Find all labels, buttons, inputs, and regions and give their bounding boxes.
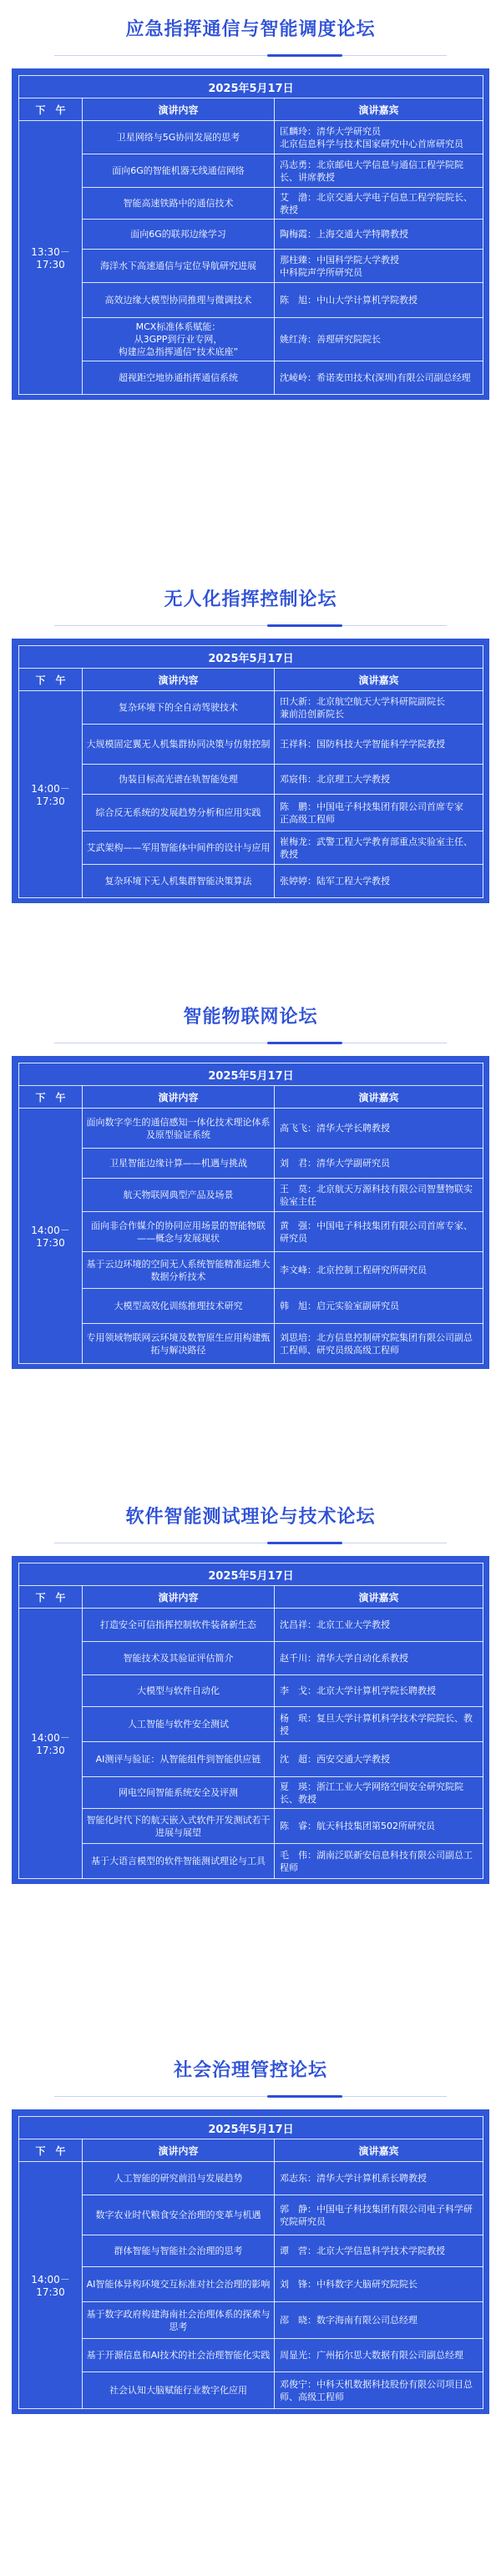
session-time: 14:00－17:30: [19, 1109, 83, 1364]
talk-topic: 智能高速铁路中的通信技术: [83, 188, 275, 220]
header-speaker: 演讲嘉宾: [275, 2139, 483, 2162]
header-topic: 演讲内容: [83, 1086, 275, 1109]
table-row: [19, 2302, 483, 2339]
forum-section: [0, 987, 501, 1356]
talk-topic: 面向非合作媒介的协同应用场景的智能物联——概念与发展现状: [83, 1212, 275, 1252]
talk-speaker: 沈崚岭：希诺麦田技术(深圳)有限公司副总经理: [275, 361, 483, 395]
talk-speaker: 刘 锋：中科数字大脑研究院院长: [275, 2267, 483, 2302]
table-row: [19, 220, 483, 250]
talk-topic: 复杂环境下无人机集群智能决策算法: [83, 865, 275, 898]
talk-topic: 面向数字孪生的通信感知一体化技术理论体系及原型验证系统: [83, 1109, 275, 1149]
talk-topic: 艾武架构——军用智能体中间件的设计与应用: [83, 831, 275, 865]
schedule-panel: [12, 1556, 489, 1884]
talk-topic: 大模型高效化训练推理技术研究: [83, 1289, 275, 1324]
talk-topic: AI测评与验证：从智能组件到智能供应链: [83, 1742, 275, 1777]
forum-title-wrap: [0, 2041, 501, 2097]
table-row: [19, 2372, 483, 2409]
forum-section: [0, 0, 501, 383]
talk-speaker: 崔梅龙：武警工程大学教育部重点实验室主任、教授: [275, 831, 483, 865]
forum-section: [0, 1488, 501, 1873]
session-date: 2025年5月17日: [19, 646, 483, 669]
talk-speaker: 邓志东：清华大学计算机系长聘教授: [275, 2162, 483, 2195]
talk-topic: 智能化时代下的航天嵌入式软件开发测试若干进展与展望: [83, 1809, 275, 1844]
header-speaker: 演讲嘉宾: [275, 1586, 483, 1609]
header-time: 下 午: [19, 669, 83, 691]
table-row: [19, 121, 483, 154]
forum-section: [0, 570, 501, 886]
table-row: [19, 1252, 483, 1289]
schedule-table: [18, 1063, 483, 1364]
talk-speaker: 黄 强：中国电子科技集团有限公司首席专家、研究员: [275, 1212, 483, 1252]
talk-speaker: 毛 伟：湖南泛联新安信息科技有限公司副总工程师: [275, 1844, 483, 1879]
table-row: [19, 250, 483, 283]
date-row: [19, 646, 483, 669]
talk-topic: 面向6G的智能机器无线通信网络: [83, 154, 275, 188]
date-row: [19, 76, 483, 98]
talk-topic: 社会认知大脑赋能行业数字化应用: [83, 2372, 275, 2409]
talk-speaker: 刘思培：北方信息控制研究院集团有限公司副总工程师、研究员级高级工程师: [275, 1324, 483, 1364]
talk-speaker: 王 莫：北京航天万源科技有限公司智慧物联实验室主任: [275, 1179, 483, 1212]
forum-title-wrap: [0, 0, 501, 56]
talk-topic: 人工智能与软件安全测试: [83, 1707, 275, 1742]
talk-speaker: 郭 静：中国电子科技集团有限公司电子科学研究院研究员: [275, 2195, 483, 2235]
header-speaker: 演讲嘉宾: [275, 669, 483, 691]
talk-topic: 基于数字政府构建海南社会治理体系的探索与思考: [83, 2302, 275, 2339]
talk-speaker: 李文峰：北京控制工程研究所研究员: [275, 1252, 483, 1289]
talk-speaker: 沈昌祥：北京工业大学教授: [275, 1609, 483, 1642]
table-row: [19, 188, 483, 220]
table-row: [19, 2339, 483, 2372]
table-row: [19, 1675, 483, 1707]
talk-speaker: 赵千川：清华大学自动化系教授: [275, 1642, 483, 1675]
talk-speaker: 沈 超：西安交通大学教授: [275, 1742, 483, 1777]
talk-speaker: 邓俊宁：中科天机数据科技股份有限公司项目总师、高级工程师: [275, 2372, 483, 2409]
talk-topic: 综合反无系统的发展趋势分析和应用实践: [83, 795, 275, 831]
date-row: [19, 1563, 483, 1586]
forum-title-wrap: [0, 1488, 501, 1543]
talk-speaker: 杨 珉：复旦大学计算机科学技术学院院长、教授: [275, 1707, 483, 1742]
talk-speaker: 李 戈：北京大学计算机学院长聘教授: [275, 1675, 483, 1707]
table-row: [19, 691, 483, 725]
schedule-table: [18, 645, 483, 898]
session-date: 2025年5月17日: [19, 1563, 483, 1586]
talk-speaker: 高飞飞：清华大学长聘教授: [275, 1109, 483, 1149]
schedule-panel: [12, 639, 489, 903]
table-row: [19, 2195, 483, 2235]
forum-title: 智能物联网论坛: [183, 1007, 318, 1028]
session-date: 2025年5月17日: [19, 76, 483, 98]
title-divider: [54, 55, 447, 56]
header-topic: 演讲内容: [83, 2139, 275, 2162]
talk-topic: 大模型与软件自动化: [83, 1675, 275, 1707]
header-topic: 演讲内容: [83, 98, 275, 121]
talk-speaker: 田大新：北京航空航天大学科研院副院长 兼前沿创新院长: [275, 691, 483, 725]
title-divider: [54, 2096, 447, 2097]
talk-topic: 面向6G的联邦边缘学习: [83, 220, 275, 250]
table-row: [19, 725, 483, 765]
table-row: [19, 831, 483, 865]
header-time: 下 午: [19, 1586, 83, 1609]
talk-speaker: 谭 营：北京大学信息科学技术学院教授: [275, 2235, 483, 2267]
talk-speaker: 姚红涛：善理研究院院长: [275, 318, 483, 361]
talk-speaker: 那柱臻：中国科学院大学教授 中科院声学所研究员: [275, 250, 483, 283]
talk-speaker: 周显光：广州拓尔思大数据有限公司副总经理: [275, 2339, 483, 2372]
header-row: [19, 1586, 483, 1609]
talk-topic: AI智能体异构环境交互标准对社会治理的影响: [83, 2267, 275, 2302]
schedule-panel: [12, 2109, 489, 2414]
talk-topic: 大规模固定翼无人机集群协同决策与仿射控制: [83, 725, 275, 765]
talk-topic: 伪装目标高光谱在轨智能处理: [83, 765, 275, 795]
talk-speaker: 陶梅霞：上海交通大学特聘教授: [275, 220, 483, 250]
table-row: [19, 1844, 483, 1879]
talk-speaker: 刘 君：清华大学副研究员: [275, 1149, 483, 1179]
table-row: [19, 795, 483, 831]
table-row: [19, 765, 483, 795]
talk-topic: MCX标准体系赋能： 从3GPP到行业专网， 构建应急指挥通信“技术底座”: [83, 318, 275, 361]
schedule-panel: [12, 1056, 489, 1369]
forum-title-wrap: [0, 987, 501, 1043]
date-row: [19, 2117, 483, 2139]
talk-speaker: 陈 睿：航天科技集团第502所研究员: [275, 1809, 483, 1844]
header-row: [19, 98, 483, 121]
talk-topic: 卫星网络与5G协同发展的思考: [83, 121, 275, 154]
talk-topic: 基于云边环境的空间无人系统智能精准运维大数据分析技术: [83, 1252, 275, 1289]
table-row: [19, 1642, 483, 1675]
talk-speaker: 陈 旭：中山大学计算机学院教授: [275, 283, 483, 318]
talk-topic: 人工智能的研究前沿与发展趋势: [83, 2162, 275, 2195]
talk-topic: 超视距空地协通指挥通信系统: [83, 361, 275, 395]
header-speaker: 演讲嘉宾: [275, 98, 483, 121]
talk-speaker: 艾 渤：北京交通大学电子信息工程学院院长、教授: [275, 188, 483, 220]
session-date: 2025年5月17日: [19, 2117, 483, 2139]
forum-title: 无人化指挥控制论坛: [164, 589, 337, 610]
talk-speaker: 韩 旭：启元实验室副研究员: [275, 1289, 483, 1324]
talk-topic: 航天物联网典型产品及场景: [83, 1179, 275, 1212]
header-speaker: 演讲嘉宾: [275, 1086, 483, 1109]
schedule-panel: [12, 68, 489, 400]
session-date: 2025年5月17日: [19, 1063, 483, 1086]
talk-topic: 打造安全可信指挥控制软件装备新生态: [83, 1609, 275, 1642]
talk-speaker: 邵 晓：数字海南有限公司总经理: [275, 2302, 483, 2339]
talk-speaker: 陈 鹏：中国电子科技集团有限公司首席专家 正高级工程师: [275, 795, 483, 831]
talk-topic: 海洋水下高速通信与定位导航研究进展: [83, 250, 275, 283]
talk-speaker: 邓宸伟：北京理工大学教授: [275, 765, 483, 795]
talk-speaker: 王祥科：国防科技大学智能科学学院教授: [275, 725, 483, 765]
talk-speaker: 冯志勇：北京邮电大学信息与通信工程学院院长、讲席教授: [275, 154, 483, 188]
header-time: 下 午: [19, 98, 83, 121]
talk-topic: 复杂环境下的全自动驾驶技术: [83, 691, 275, 725]
talk-topic: 群体智能与智能社会治理的思考: [83, 2235, 275, 2267]
talk-topic: 智能技术及其验证评估简介: [83, 1642, 275, 1675]
title-divider: [54, 625, 447, 626]
table-row: [19, 1179, 483, 1212]
session-time: 14:00－17:30: [19, 691, 83, 898]
table-row: [19, 361, 483, 395]
header-row: [19, 669, 483, 691]
table-row: [19, 2235, 483, 2267]
header-row: [19, 1086, 483, 1109]
table-row: [19, 1609, 483, 1642]
forum-title-wrap: [0, 570, 501, 626]
table-row: [19, 1707, 483, 1742]
talk-topic: 基于开源信息和AI技术的社会治理智能化实践: [83, 2339, 275, 2372]
table-row: [19, 1289, 483, 1324]
talk-topic: 网电空间智能系统安全及评测: [83, 1777, 275, 1809]
table-row: [19, 1109, 483, 1149]
table-row: [19, 154, 483, 188]
session-time: 14:00－17:30: [19, 1609, 83, 1879]
date-row: [19, 1063, 483, 1086]
forum-title: 社会治理管控论坛: [173, 2060, 327, 2081]
session-time: 14:00－17:30: [19, 2162, 83, 2409]
header-time: 下 午: [19, 1086, 83, 1109]
table-row: [19, 865, 483, 898]
table-row: [19, 283, 483, 318]
talk-speaker: 匡麟玲：清华大学研究员 北京信息科学与技术国家研究中心首席研究员: [275, 121, 483, 154]
forum-section: [0, 2041, 501, 2402]
header-row: [19, 2139, 483, 2162]
forum-title: 应急指挥通信与智能调度论坛: [125, 19, 376, 40]
schedule-table: [18, 2116, 483, 2409]
table-row: [19, 2267, 483, 2302]
header-time: 下 午: [19, 2139, 83, 2162]
talk-topic: 专用领域物联网云环境及数智原生应用构建甄拓与解决路径: [83, 1324, 275, 1364]
session-time: 13:30－17:30: [19, 121, 83, 395]
talk-topic: 高效边缘大模型协同推理与微调技术: [83, 283, 275, 318]
table-row: [19, 1324, 483, 1364]
table-row: [19, 318, 483, 361]
table-row: [19, 1742, 483, 1777]
talk-topic: 数字农业时代粮食安全治理的变革与机遇: [83, 2195, 275, 2235]
talk-topic: 基于大语言模型的软件智能测试理论与工具: [83, 1844, 275, 1879]
table-row: [19, 1809, 483, 1844]
talk-topic: 卫星智能边缘计算——机遇与挑战: [83, 1149, 275, 1179]
table-row: [19, 1149, 483, 1179]
header-topic: 演讲内容: [83, 1586, 275, 1609]
schedule-table: [18, 75, 483, 395]
schedule-table: [18, 1563, 483, 1879]
header-topic: 演讲内容: [83, 669, 275, 691]
table-row: [19, 1777, 483, 1809]
forum-title: 软件智能测试理论与技术论坛: [125, 1507, 376, 1528]
talk-speaker: 张婷婷：陆军工程大学教授: [275, 865, 483, 898]
table-row: [19, 2162, 483, 2195]
talk-speaker: 夏 瑛：浙江工业大学网络空间安全研究院院长、教授: [275, 1777, 483, 1809]
table-row: [19, 1212, 483, 1252]
